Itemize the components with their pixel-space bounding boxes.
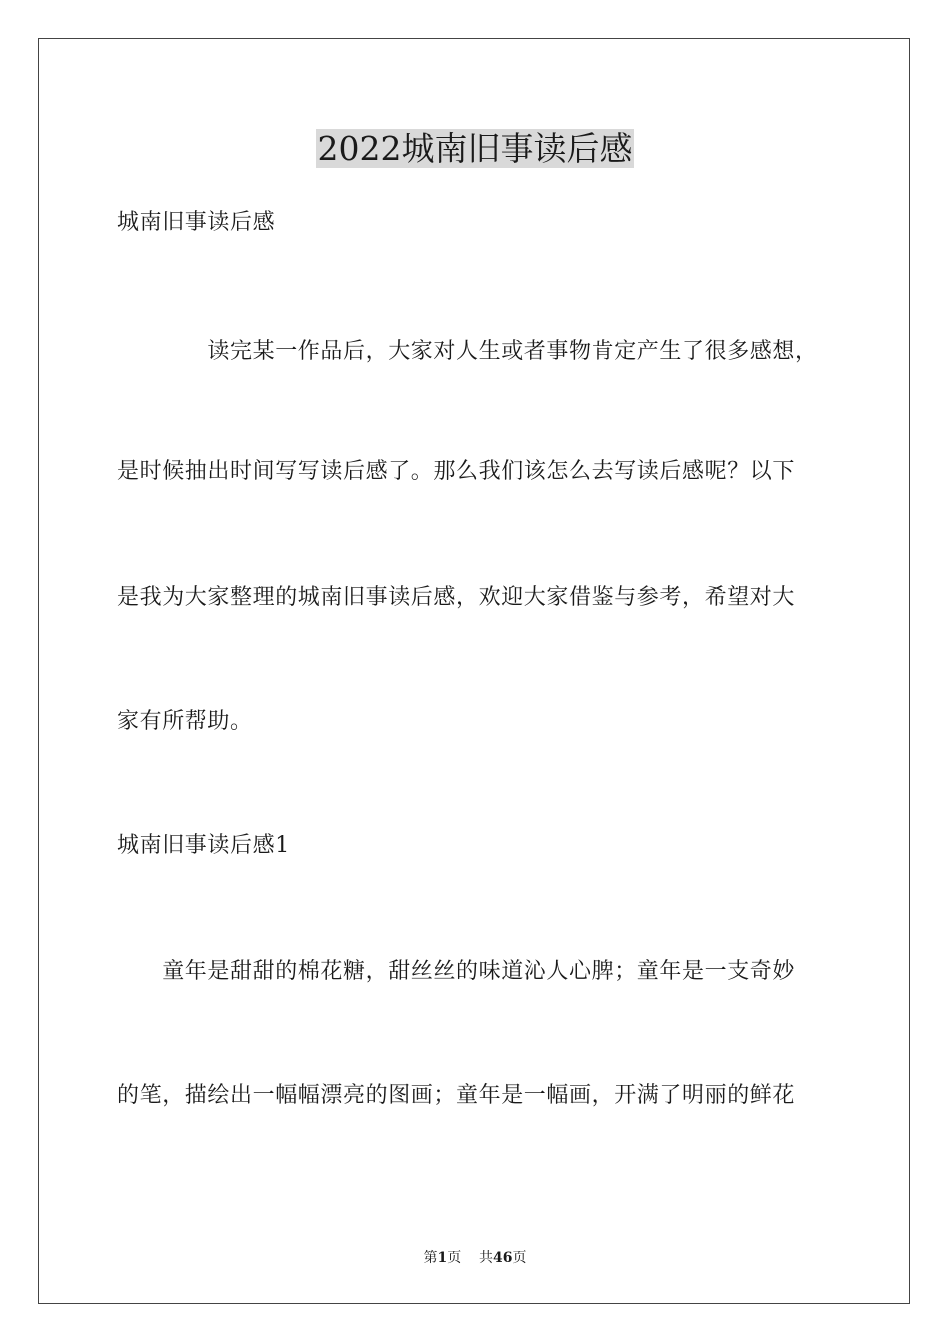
subtitle-line: 城南旧事读后感 <box>117 210 276 235</box>
paragraph-line: 童年是甜甜的棉花糖，甜丝丝的味道沁人心脾；童年是一支奇妙 <box>117 959 796 984</box>
footer-page-prefix: 第 <box>423 1250 438 1266</box>
paragraph-line: 读完某一作品后，大家对人生或者事物肯定产生了很多感想， <box>117 339 818 364</box>
paragraph-line: 是我为大家整理的城南旧事读后感，欢迎大家借鉴与参考，希望对大 <box>117 585 796 610</box>
paragraph-line: 是时候抽出时间写写读后感了。那么我们该怎么去写读后感呢？以下 <box>117 459 796 484</box>
footer-current-page: 1 <box>437 1250 448 1266</box>
document-title <box>0 126 950 172</box>
paragraph-line: 的笔，描绘出一幅幅漂亮的图画；童年是一幅画，开满了明丽的鲜花 <box>117 1083 796 1108</box>
footer-total-suffix: 页 <box>512 1250 527 1266</box>
footer-total-prefix: 共 <box>479 1250 494 1266</box>
paragraph-line: 家有所帮助。 <box>117 709 253 734</box>
section-heading: 城南旧事读后感1 <box>117 833 290 858</box>
footer-total-pages: 46 <box>493 1250 513 1266</box>
page-footer <box>0 1248 950 1268</box>
document-title-text: 2022城南旧事读后感 <box>317 129 633 168</box>
footer-page-suffix: 页 <box>447 1250 462 1266</box>
